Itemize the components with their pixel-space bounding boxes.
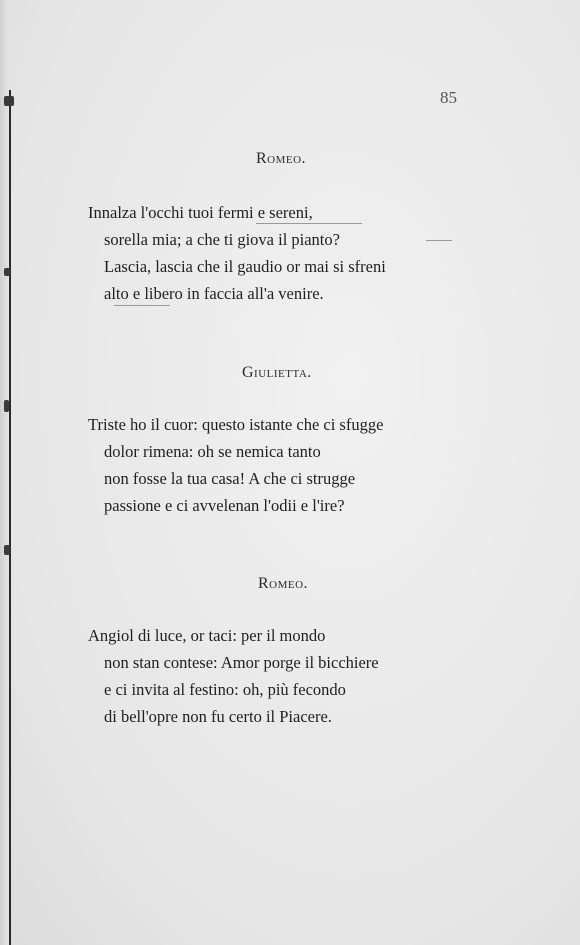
edge-mark (4, 545, 10, 555)
binding-shadow (0, 0, 9, 945)
verse-line: Angiol di luce, or taci: per il mondo (88, 626, 326, 645)
verse-line: passione e ci avvelenan l'odii e l'ire? (104, 496, 345, 515)
verse-line: dolor rimena: oh se nemica tanto (104, 442, 321, 461)
stanza (88, 622, 379, 730)
edge-mark (4, 268, 10, 276)
edge-mark (4, 96, 14, 106)
verse-line: di bell'opre non fu certo il Piacere. (104, 707, 332, 726)
verse-line: e ci invita al festino: oh, più fecondo (104, 680, 346, 699)
pencil-underline (114, 305, 170, 306)
stanza (88, 199, 386, 307)
verse-line: non stan contese: Amor porge il bicchiere (104, 653, 379, 672)
verse-line: sorella mia; a che ti giova il pianto? (104, 230, 340, 249)
speaker-heading: Romeo. (256, 150, 307, 167)
verse-line: alto e libero in faccia all'a venire. (104, 284, 324, 303)
edge-mark (4, 400, 9, 412)
verse-line: Innalza l'occhi tuoi fermi e sereni, (88, 203, 313, 222)
verse-line: Lascia, lascia che il gaudio or mai si sfreni (104, 257, 386, 276)
pencil-mark (426, 240, 452, 241)
page-number: 85 (440, 88, 457, 107)
pencil-underline (256, 223, 362, 224)
verse-line: non fosse la tua casa! A che ci strugge (104, 469, 356, 488)
speaker-heading: Giulietta. (242, 364, 312, 381)
verse-line: Triste ho il cuor: questo istante che ci sfugge (88, 415, 384, 434)
page-edge-line (9, 90, 11, 945)
speaker-heading: Romeo. (258, 575, 309, 592)
stanza (88, 411, 383, 519)
